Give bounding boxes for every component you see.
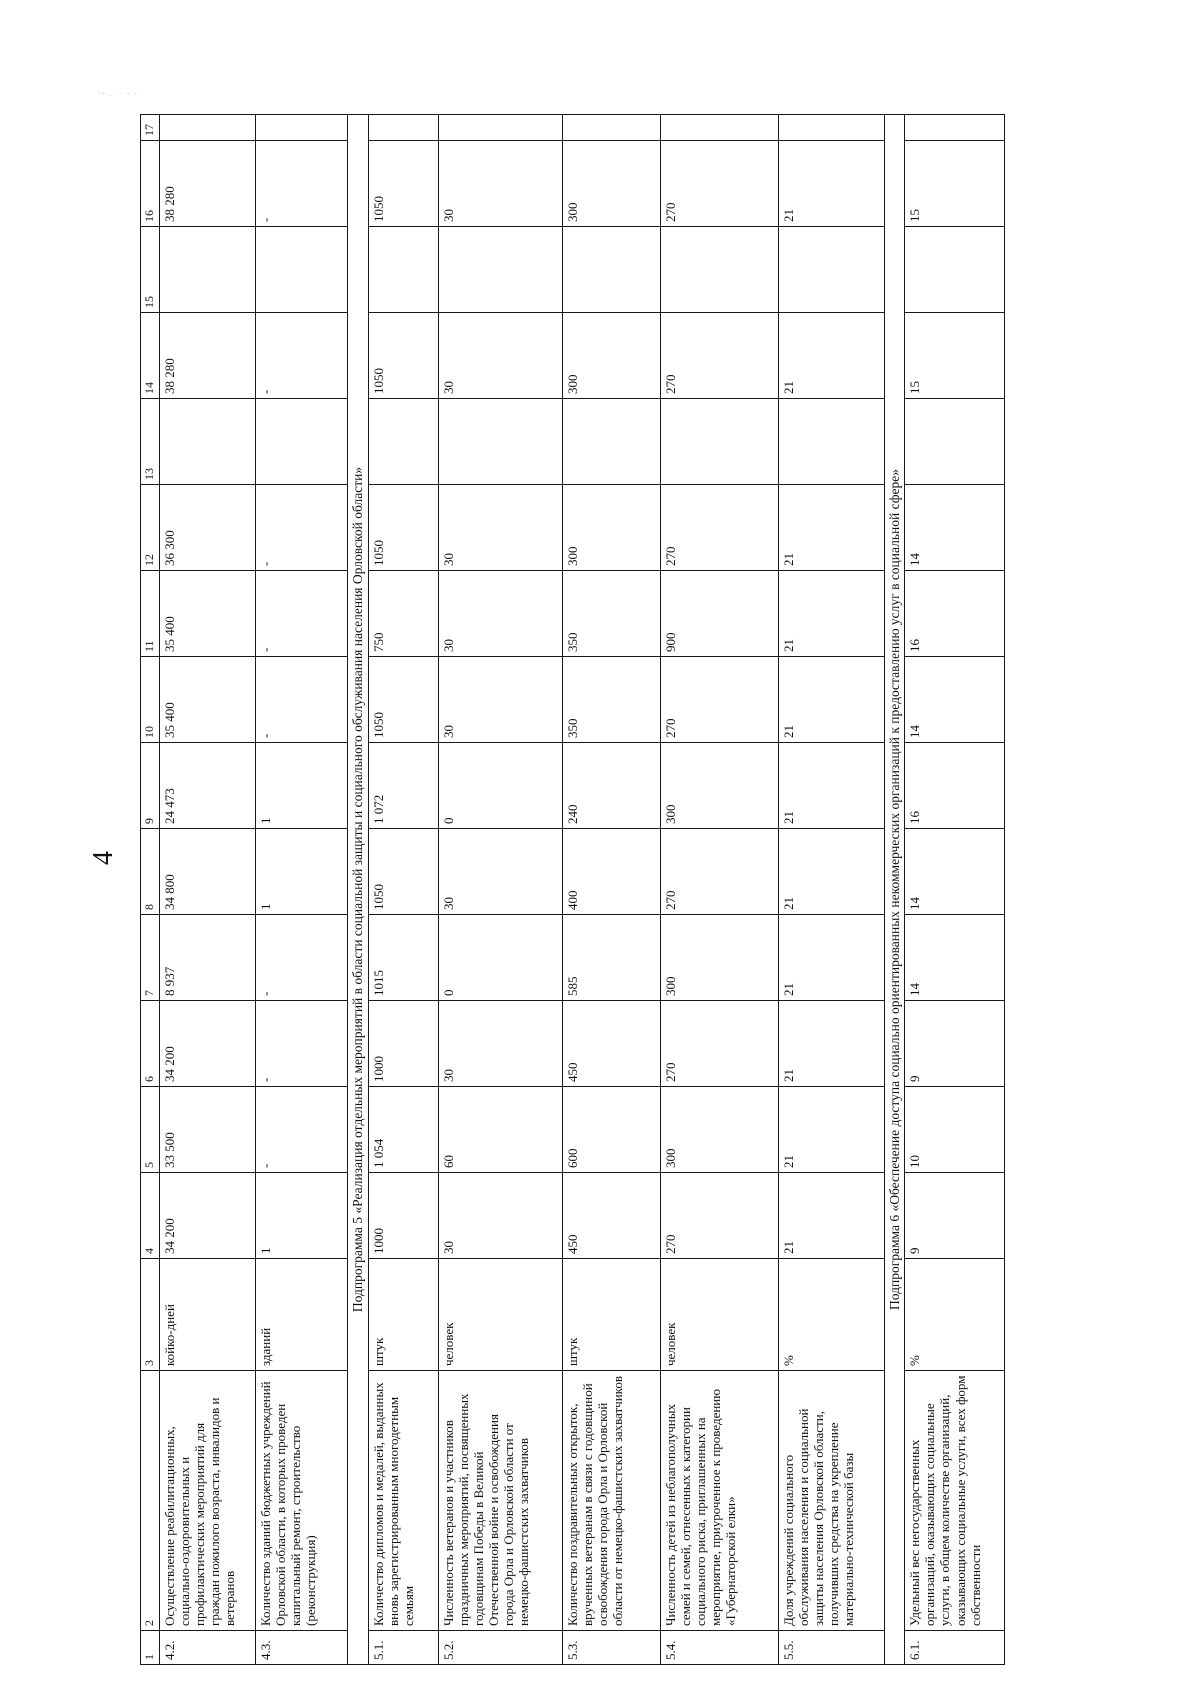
value-cell (905, 115, 1005, 141)
value-cell: 300 (562, 485, 660, 571)
value-cell: 270 (660, 829, 778, 915)
value-cell: 300 (660, 1087, 778, 1173)
column-number-16: 16 (141, 141, 160, 227)
value-cell: - (256, 485, 348, 571)
value-cell: 34 200 (160, 1001, 256, 1087)
unit-cell: штук (562, 1259, 660, 1371)
value-cell: 300 (660, 743, 778, 829)
value-cell: 350 (562, 571, 660, 657)
value-cell: 21 (778, 1087, 884, 1173)
value-cell (368, 399, 438, 485)
subprogram-title: Подпрограмма 5 «Реализация отдельных мероприятий в области социальной защиты и социального обслуживания населения Орловской области» (348, 115, 369, 1665)
value-cell: 9 (905, 1001, 1005, 1087)
value-cell: 1 (256, 1173, 348, 1259)
value-cell: 1 072 (368, 743, 438, 829)
indicator-name: Доля учреждений социального обслуживания населения и социальной защиты населения Орловской области, получивших средства на укрепление материально-технической базы (778, 1371, 884, 1631)
indicator-name: Численность ветеранов и участников праздничных мероприятий, посвященных годовщинам Победы в Великой Отечественной войне и освобождения города Орла и Орловской области от немецко-фашистских захватчиков (438, 1371, 562, 1631)
value-cell: 270 (660, 141, 778, 227)
value-cell: 450 (562, 1001, 660, 1087)
value-cell (438, 227, 562, 313)
subprogram-row (348, 115, 369, 1665)
value-cell: 14 (905, 657, 1005, 743)
value-cell: 30 (438, 313, 562, 399)
column-number-2: 2 (141, 1371, 160, 1631)
value-cell: 10 (905, 1087, 1005, 1173)
value-cell (562, 115, 660, 141)
value-cell: 30 (438, 1173, 562, 1259)
table-row (256, 115, 348, 1665)
column-number-13: 13 (141, 399, 160, 485)
indicator-name: Численность детей из неблагополучных семей и семей, отнесенных к категории социального риска, приглашенных на мероприятие, приуроченное к проведению «Губернаторской елки» (660, 1371, 778, 1631)
indicator-name: Количество дипломов и медалей, выданных вновь зарегистрированным многодетным семьям (368, 1371, 438, 1631)
value-cell: 24 473 (160, 743, 256, 829)
value-cell: 9 (905, 1173, 1005, 1259)
value-cell: 1050 (368, 485, 438, 571)
value-cell: 1015 (368, 915, 438, 1001)
value-cell: 1050 (368, 829, 438, 915)
value-cell: 14 (905, 485, 1005, 571)
value-cell: 34 200 (160, 1173, 256, 1259)
value-cell (660, 227, 778, 313)
value-cell: 1050 (368, 141, 438, 227)
value-cell: 30 (438, 141, 562, 227)
table-row (660, 115, 778, 1665)
value-cell (562, 227, 660, 313)
column-number-17: 17 (141, 115, 160, 141)
column-number-1: 1 (141, 1631, 160, 1665)
unit-cell: зданий (256, 1259, 348, 1371)
rotated-table-wrapper (140, 125, 1100, 1665)
value-cell: 21 (778, 915, 884, 1001)
value-cell: 60 (438, 1087, 562, 1173)
column-number-15: 15 (141, 227, 160, 313)
value-cell: 270 (660, 657, 778, 743)
value-cell: 21 (778, 141, 884, 227)
value-cell: 38 280 (160, 313, 256, 399)
table-row (905, 115, 1005, 1665)
value-cell (256, 227, 348, 313)
column-number-12: 12 (141, 485, 160, 571)
value-cell: 1000 (368, 1173, 438, 1259)
indicator-name: Удельный вес негосударственных организаций, оказывающих социальные услуги, в общем количестве организаций, оказывающих социальные услуги, всех форм собственности (905, 1371, 1005, 1631)
value-cell: 21 (778, 313, 884, 399)
row-number: 5.5. (778, 1631, 884, 1665)
column-number-14: 14 (141, 313, 160, 399)
table-row (562, 115, 660, 1665)
value-cell: 1050 (368, 313, 438, 399)
column-number-9: 9 (141, 743, 160, 829)
value-cell: 1050 (368, 657, 438, 743)
value-cell: 270 (660, 313, 778, 399)
subprogram-row (884, 115, 905, 1665)
column-number-10: 10 (141, 657, 160, 743)
value-cell (160, 399, 256, 485)
value-cell: 35 400 (160, 571, 256, 657)
table-row (160, 115, 256, 1665)
value-cell: - (256, 657, 348, 743)
value-cell: 900 (660, 571, 778, 657)
value-cell: 1 (256, 829, 348, 915)
value-cell: 270 (660, 485, 778, 571)
value-cell (660, 115, 778, 141)
value-cell: 8 937 (160, 915, 256, 1001)
row-number: 6.1. (905, 1631, 1005, 1665)
value-cell: 300 (562, 313, 660, 399)
value-cell: 30 (438, 485, 562, 571)
value-cell: 300 (660, 915, 778, 1001)
value-cell (256, 115, 348, 141)
header-row (141, 115, 160, 1665)
row-number: 5.3. (562, 1631, 660, 1665)
value-cell (905, 227, 1005, 313)
value-cell: 21 (778, 829, 884, 915)
value-cell (778, 399, 884, 485)
value-cell: 450 (562, 1173, 660, 1259)
column-number-11: 11 (141, 571, 160, 657)
value-cell: 270 (660, 1173, 778, 1259)
value-cell: - (256, 1001, 348, 1087)
column-number-7: 7 (141, 915, 160, 1001)
value-cell: 600 (562, 1087, 660, 1173)
value-cell: 1 054 (368, 1087, 438, 1173)
value-cell (778, 227, 884, 313)
value-cell (160, 115, 256, 141)
unit-cell: штук (368, 1259, 438, 1371)
table-body (160, 115, 1005, 1665)
unit-cell: % (905, 1259, 1005, 1371)
scan-mark: ·- . ·· - · (98, 88, 139, 98)
indicator-name: Осуществление реабилитационных, социально-оздоровительных и профилактических мероприятий для граждан пожилого возраста, инвалидов и ветеранов (160, 1371, 256, 1631)
value-cell: - (256, 313, 348, 399)
value-cell: 38 280 (160, 141, 256, 227)
unit-cell: человек (660, 1259, 778, 1371)
value-cell: 14 (905, 915, 1005, 1001)
column-number-8: 8 (141, 829, 160, 915)
value-cell: 1000 (368, 1001, 438, 1087)
unit-cell: человек (438, 1259, 562, 1371)
value-cell (438, 115, 562, 141)
indicator-name: Количество поздравительных открыток, врученных ветеранам в связи с годовщиной освобождения города Орла и Орловской области от немецко-фашистских захватчиков (562, 1371, 660, 1631)
row-number: 5.2. (438, 1631, 562, 1665)
value-cell: - (256, 1087, 348, 1173)
table-header (141, 115, 160, 1665)
value-cell: 30 (438, 657, 562, 743)
value-cell: 30 (438, 829, 562, 915)
value-cell (256, 399, 348, 485)
column-number-6: 6 (141, 1001, 160, 1087)
value-cell: 36 300 (160, 485, 256, 571)
value-cell (905, 399, 1005, 485)
value-cell: 30 (438, 1001, 562, 1087)
value-cell: 21 (778, 1173, 884, 1259)
value-cell: 16 (905, 743, 1005, 829)
value-cell: 585 (562, 915, 660, 1001)
value-cell: 14 (905, 829, 1005, 915)
value-cell: 21 (778, 485, 884, 571)
value-cell: 1 (256, 743, 348, 829)
column-number-5: 5 (141, 1087, 160, 1173)
value-cell: 16 (905, 571, 1005, 657)
page-number: 4 (88, 851, 119, 865)
value-cell: - (256, 915, 348, 1001)
table-row (368, 115, 438, 1665)
table-row (778, 115, 884, 1665)
value-cell: 0 (438, 743, 562, 829)
value-cell: 21 (778, 657, 884, 743)
value-cell: 750 (368, 571, 438, 657)
column-number-3: 3 (141, 1259, 160, 1371)
value-cell: 21 (778, 1001, 884, 1087)
value-cell: - (256, 571, 348, 657)
indicators-table (140, 114, 1005, 1665)
value-cell (660, 399, 778, 485)
value-cell (778, 115, 884, 141)
indicator-name: Количество зданий бюджетных учреждений Орловской области, в которых проведен капитальный ремонт, строительство (реконструкция) (256, 1371, 348, 1631)
value-cell: 30 (438, 571, 562, 657)
value-cell (438, 399, 562, 485)
value-cell: 33 500 (160, 1087, 256, 1173)
value-cell (562, 399, 660, 485)
value-cell: 240 (562, 743, 660, 829)
row-number: 4.3. (256, 1631, 348, 1665)
row-number: 5.1. (368, 1631, 438, 1665)
value-cell: 21 (778, 743, 884, 829)
table-row (438, 115, 562, 1665)
unit-cell: койко-дней (160, 1259, 256, 1371)
value-cell: 300 (562, 141, 660, 227)
value-cell: 15 (905, 313, 1005, 399)
value-cell: 35 400 (160, 657, 256, 743)
value-cell: 350 (562, 657, 660, 743)
subprogram-title: Подпрограмма 6 «Обеспечение доступа социально ориентированных некоммерческих организаций к предоставлению услуг в социальной сфере» (884, 115, 905, 1665)
value-cell: 34 800 (160, 829, 256, 915)
value-cell: 0 (438, 915, 562, 1001)
value-cell (160, 227, 256, 313)
value-cell: 400 (562, 829, 660, 915)
value-cell (368, 115, 438, 141)
column-number-4: 4 (141, 1173, 160, 1259)
unit-cell: % (778, 1259, 884, 1371)
value-cell: 21 (778, 571, 884, 657)
value-cell: 270 (660, 1001, 778, 1087)
value-cell: - (256, 141, 348, 227)
row-number: 5.4. (660, 1631, 778, 1665)
value-cell: 15 (905, 141, 1005, 227)
value-cell (368, 227, 438, 313)
row-number: 4.2. (160, 1631, 256, 1665)
